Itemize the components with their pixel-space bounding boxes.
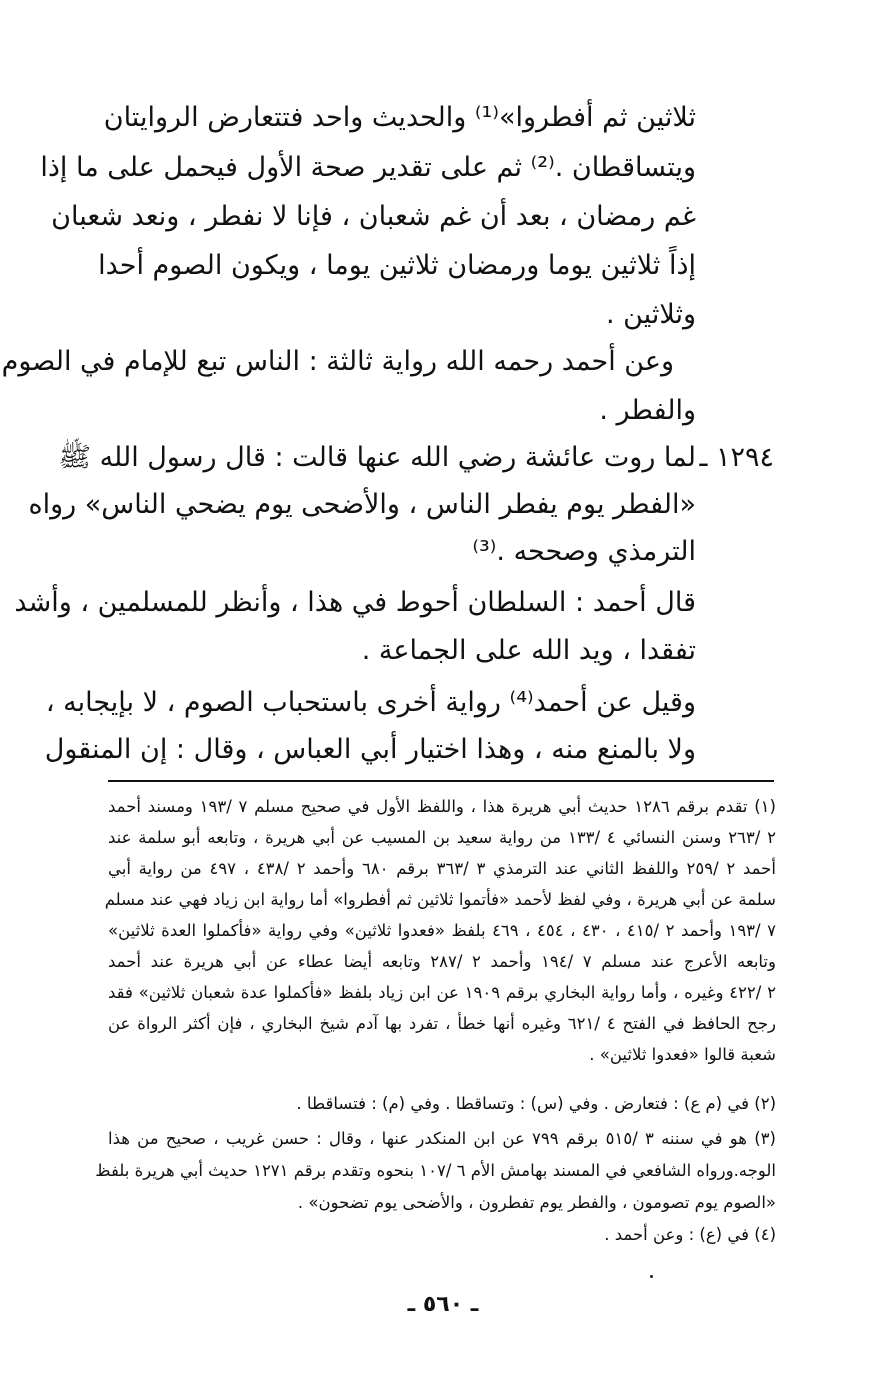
main-text-line: ويتساقطان .⁽²⁾ ثم على تقدير صحة الأول فيحمل على ما إذا	[40, 152, 696, 183]
hadith-number: ١٢٩٤ ـ	[699, 442, 774, 473]
main-text-line: وثلاثين .	[605, 299, 696, 330]
main-text-line: والفطر .	[599, 395, 696, 426]
main-text-line: الترمذي وصححه .⁽³⁾	[472, 536, 696, 567]
footnote-line: ٧ /١٩٣ وأحمد ٢ /٤١٥ ، ٤٣٠ ، ٤٥٤ ، ٤٦٩ بلفظ «فعدوا ثلاثين» وفي رواية «فأكملوا العدة ثلاثين»	[108, 921, 776, 940]
main-text-line: قال أحمد : السلطان أحوط في هذا ، وأنظر للمسلمين ، وأشد	[14, 587, 696, 618]
main-text-line: تفقدا ، ويد الله على الجماعة .	[361, 635, 696, 666]
main-text-line: غم رمضان ، بعد أن غم شعبان ، فإنا لا نفطر ، ونعد شعبان	[51, 201, 696, 232]
footnote-line: «الصوم يوم تصومون ، والفطر يوم تفطرون ، والأضحى يوم تضحون» .	[297, 1193, 776, 1212]
footnote-line: أحمد ٢ /٢٥٩ واللفظ الثاني عند الترمذي ٣ /٣٦٣ برقم ٦٨٠ وأحمد ٢ /٤٣٨ ، ٤٩٧ من رواية أبي	[108, 859, 776, 878]
main-text-line: وقيل عن أحمد⁽⁴⁾ رواية أخرى باستحباب الصوم ، لا بإيجابه ،	[45, 687, 696, 718]
footnote-line: وتابعه الأعرج عند مسلم ٧ /١٩٤ وأحمد ٢ /٢٨٧ وتابعه أيضا عطاء عن أبي هريرة عند أحمد	[108, 952, 776, 971]
footnote-divider	[108, 780, 774, 782]
main-text-line: إذاً ثلاثين يوما ورمضان ثلاثين يوما ، ويكون الصوم أحدا	[98, 250, 696, 281]
stray-mark	[650, 1275, 653, 1278]
footnote-line: الوجه.ورواه الشافعي في المسند بهامش الأم ٦ /١٠٧ بنحوه وتقدم برقم ١٢٧١ حديث أبي هريرة بلفظ	[95, 1161, 776, 1180]
main-text-line: «الفطر يوم يفطر الناس ، والأضحى يوم يضحي الناس» رواه	[28, 489, 696, 520]
page-number: ـ ٥٦٠ ـ	[407, 1292, 479, 1317]
main-text-line: لما روت عائشة رضي الله عنها قالت : قال رسول الله ﷺ	[58, 442, 696, 473]
footnote-line: (٣) هو في سننه ٣ /٥١٥ برقم ٧٩٩ عن ابن المنكدر عنها ، وقال : حسن غريب ، صحيح من هذا	[108, 1129, 776, 1148]
main-text-line: ثلاثين ثم أفطروا»⁽¹⁾ والحديث واحد فتتعارض الروايتان	[103, 102, 696, 133]
footnote-line: رجح الحافظ في الفتح ٤ /٦٢١ وغيره أنها خطأ ، تفرد بها آدم شيخ البخاري ، فإن أكثر الرواة عن	[108, 1014, 777, 1033]
footnote-line: (١) تقدم برقم ١٢٨٦ حديث أبي هريرة هذا ، واللفظ الأول في صحيح مسلم ٧ /١٩٣ ومسند أحمد	[108, 797, 776, 816]
footnote-line: (٤) في (ع) : وعن أحمد .	[604, 1225, 776, 1244]
main-text-line: وعن أحمد رحمه الله رواية ثالثة : الناس تبع للإمام في الصوم	[1, 346, 674, 377]
footnote-line: ٢ /٤٢٢ وغيره ، وأما رواية البخاري برقم ١٩٠٩ عن ابن زياد بلفظ «فأكملوا عدة شعبان ثلاثين» فقد	[108, 983, 776, 1002]
main-text-line: ولا بالمنع منه ، وهذا اختيار أبي العباس ، وقال : إن المنقول	[44, 734, 696, 765]
footnote-line: شعبة قالوا «فعدوا ثلاثين» .	[589, 1045, 776, 1064]
footnote-line: (٢) في (م ع) : فتعارض . وفي (س) : وتساقطا . وفي (م) : فتساقطا .	[296, 1094, 776, 1113]
footnote-line: سلمة عن أبي هريرة ، وفي لفظ لأحمد «فأتموا ثلاثين ثم أفطروا» أما رواية ابن زياد فهي عند مسلم	[104, 890, 776, 909]
footnote-line: ٢ /٢٦٣ وسنن النسائي ٤ /١٣٣ من رواية سعيد بن المسيب عن أبي هريرة ، وتابعه أبو سلمة عند	[108, 828, 777, 847]
